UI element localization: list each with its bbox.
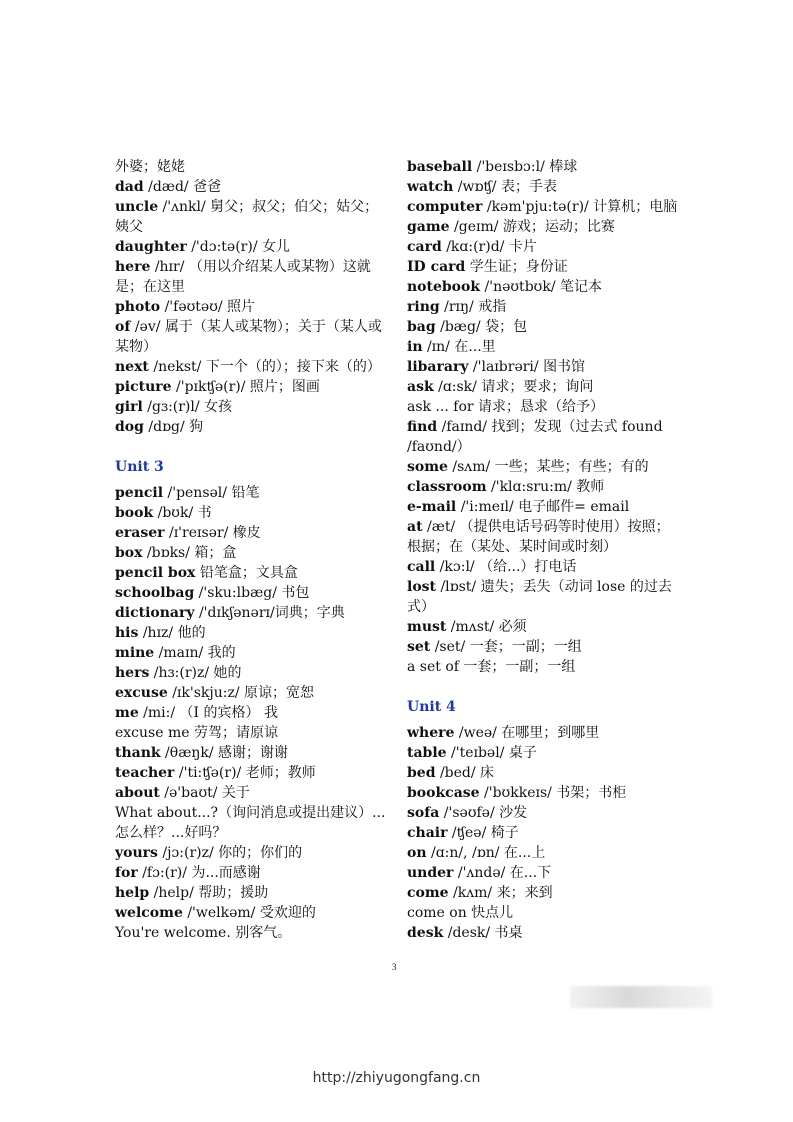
vocab-definition: /'dɪkʃənərɪ/词典；字典 [194,605,345,621]
vocab-entry [407,157,677,177]
vocab-entry [407,497,677,517]
vocab-definition: a set of 一套；一副；一组 [407,659,576,675]
vocab-entry [115,317,390,357]
vocab-definition: /dæd/ 爸爸 [143,179,222,195]
vocab-entry [407,903,677,923]
vocab-definition: /'ʌndə/ 在...下 [453,865,552,881]
vocab-definition: /'nəʊtbʊk/ 笔记本 [480,279,602,295]
vocab-word: sofa [407,805,440,821]
vocab-entry [115,257,390,297]
vocab-word: in [407,339,423,355]
vocab-definition: /'laɪbrəri/ 图书馆 [468,359,586,375]
vocab-word: here [115,259,151,275]
vocab-definition: /'pɪkʧə(r)/ 照片；图画 [171,379,320,395]
vocab-definition: /faɪnd/ 找到；发现（过去式 found /faʊnd/） [407,419,663,455]
vocab-definition: /'i:meɪl/ 电子邮件= email [456,499,630,515]
vocab-definition: /ɪn/ 在...里 [422,339,496,355]
vocab-word: come [407,885,449,901]
vocab-definition: /nekst/ 下一个（的）；接下来（的） [148,359,381,375]
vocab-entry [407,723,677,743]
vocab-entry [407,357,677,377]
footer-url[interactable]: http://zhiyugongfang.cn [312,1070,481,1086]
vocab-definition: /ʧeə/ 椅子 [447,825,519,841]
vocab-entry [115,583,390,603]
vocab-definition: /bed/ 床 [435,765,495,781]
vocab-definition: /hɜ:(r)z/ 她的 [149,665,242,681]
vocab-definition: 铅笔盒；文具盒 [195,565,298,581]
vocab-word: box [115,545,143,561]
vocab-definition: 学生证；身份证 [465,259,568,275]
vocab-word: teacher [115,765,175,781]
vocab-word: find [407,419,438,435]
vocab-definition: /fɔ:(r)/ 为...而感谢 [137,865,261,881]
vocab-definition: You're welcome. 别客气。 [115,925,292,941]
left-entries-a [115,157,390,437]
vocab-word: classroom [407,479,487,495]
vocab-definition: /dɒg/ 狗 [143,419,204,435]
vocab-entry [407,823,677,843]
vocab-entry [407,517,677,557]
vocab-word: at [407,519,423,535]
vocab-definition: come on 快点儿 [407,905,514,921]
vocab-word: notebook [407,279,481,295]
vocab-definition: /kɑ:(r)d/ 卡片 [441,239,537,255]
vocab-word: his [115,625,139,641]
vocab-word: card [407,239,442,255]
vocab-entry [407,743,677,763]
vocab-definition: /hɪr/ （用以介绍某人或某物）这就是；在这里 [115,259,371,295]
vocab-definition: /'ʌnkl/ 舅父；叔父；伯父；姑父；姨父 [115,199,379,235]
vocab-definition: /kʌm/ 来；来到 [448,885,553,901]
vocab-definition: /sʌm/ 一些；某些；有些；有的 [447,459,649,475]
vocab-entry [407,197,677,217]
vocab-entry [407,417,677,457]
vocab-entry [407,477,677,497]
vocab-entry [407,657,677,677]
vocab-word: pencil box [115,565,196,581]
vocab-word: must [407,619,447,635]
vocab-entry [115,237,390,257]
vocab-word: next [115,359,149,375]
vocab-word: hers [115,665,150,681]
vocab-entry [115,483,390,503]
vocab-entry [407,337,677,357]
vocab-entry [407,557,677,577]
vocab-definition: /help/ 帮助；援助 [149,885,269,901]
vocab-definition: /jɔ:(r)z/ 你的；你们的 [157,845,303,861]
vocab-entry [115,663,390,683]
vocab-word: picture [115,379,172,395]
unit-4-heading: Unit 4 [407,699,456,715]
vocab-word: for [115,865,138,881]
vocab-word: under [407,865,454,881]
vocab-definition: /mʌst/ 必须 [446,619,527,635]
vocab-definition: /wɒʧ/ 表；手表 [453,179,557,195]
vocab-word: watch [407,179,454,195]
vocab-definition: /ɑ:n/, /ɒn/ 在...上 [426,845,546,861]
vocab-entry [407,457,677,477]
right-entries-a [407,157,677,677]
vocab-word: chair [407,825,448,841]
vocab-entry [115,523,390,543]
vocab-definition: /'pensəl/ 铅笔 [163,485,260,501]
vocab-word: call [407,559,436,575]
vocab-definition: /desk/ 书桌 [443,925,523,941]
vocab-word: uncle [115,199,159,215]
vocab-definition: /'sku:lbæg/ 书包 [194,585,310,601]
vocab-entry [115,683,390,703]
vocab-entry [407,783,677,803]
vocab-definition: /bæg/ 袋；包 [435,319,528,335]
vocab-entry [115,623,390,643]
vocab-word: schoolbag [115,585,195,601]
vocab-definition: /θæŋk/ 感谢；谢谢 [160,745,289,761]
vocab-entry [115,863,390,883]
vocab-word: desk [407,925,444,941]
vocab-word: photo [115,299,161,315]
vocab-entry [407,277,677,297]
vocab-definition: /maɪn/ 我的 [154,645,236,661]
vocab-entry [115,883,390,903]
vocab-entry [407,923,677,943]
vocab-definition: /ɪ'reɪsər/ 橡皮 [164,525,261,541]
vocab-word: dog [115,419,144,435]
vocab-entry [115,177,390,197]
vocab-definition: /æt/ （提供电话号码等时使用）按照；根据；在（某处、某时间或时刻） [407,519,670,555]
vocab-entry [407,863,677,883]
page-number: 3 [392,962,397,972]
vocab-entry [115,763,390,783]
vocab-entry [407,843,677,863]
vocab-definition: /hɪz/ 他的 [138,625,206,641]
vocab-word: bag [407,319,436,335]
right-column [407,157,677,943]
left-column [115,157,390,943]
vocab-definition: /'səʊfə/ 沙发 [439,805,528,821]
vocab-word: book [115,505,154,521]
vocab-definition: /'teɪbəl/ 桌子 [446,745,537,761]
vocab-entry [115,703,390,723]
vocab-word: help [115,885,150,901]
vocab-entry [115,377,390,397]
vocab-word: lost [407,579,437,595]
vocab-definition: /kɔ:l/ （给...）打电话 [435,559,577,575]
vocab-definition: /'dɔ:tə(r)/ 女儿 [186,239,290,255]
vocab-entry [407,217,677,237]
vocab-word: of [115,319,131,335]
vocab-word: game [407,219,450,235]
vocab-entry [115,397,390,417]
vocab-entry [115,157,390,177]
vocab-entry [407,637,677,657]
vocab-entry [407,803,677,823]
vocab-word: e-mail [407,499,457,515]
vocab-definition: /gɜ:(r)l/ 女孩 [142,399,233,415]
vocab-entry [115,503,390,523]
vocab-word: baseball [407,159,473,175]
vocab-entry [115,923,390,943]
vocab-word: ring [407,299,440,315]
vocab-word: dad [115,179,144,195]
vocab-entry [407,763,677,783]
vocab-definition: 外婆；姥姥 [115,159,185,175]
vocab-word: ID card [407,259,466,275]
vocab-definition: /'fəʊtəʊ/ 照片 [160,299,256,315]
vocab-word: excuse [115,685,168,701]
vocab-entry [115,417,390,437]
vocab-entry [115,603,390,623]
vocab-definition: What about...?（询问消息或提出建议）...怎么样？...好吗？ [115,805,386,841]
vocab-word: where [407,725,455,741]
vocab-entry [407,237,677,257]
vocab-entry [115,643,390,663]
vocab-entry [115,197,390,237]
vocab-definition: /əv/ 属于（某人或某物）；关于（某人或某物） [115,319,382,355]
vocab-definition: /ɪk'skju:z/ 原谅；宽恕 [167,685,315,701]
vocab-word: ask [407,379,434,395]
vocab-definition: /kəm'pju:tə(r)/ 计算机；电脑 [482,199,678,215]
left-entries-b [115,483,390,943]
vocab-entry [407,297,677,317]
vocab-word: some [407,459,448,475]
vocab-word: yours [115,845,158,861]
vocab-definition: /rɪŋ/ 戒指 [439,299,507,315]
vocab-word: daughter [115,239,187,255]
vocab-entry [115,743,390,763]
unit-3-heading: Unit 3 [115,459,164,475]
vocab-word: about [115,785,160,801]
vocab-word: set [407,639,431,655]
vocab-word: mine [115,645,155,661]
vocab-word: computer [407,199,483,215]
vocab-entry [407,377,677,397]
vocab-definition: /mi:/ （I 的宾格） 我 [138,705,278,721]
right-entries-b [407,723,677,943]
vocab-entry [115,903,390,923]
vocab-word: welcome [115,905,183,921]
vocab-word: libarary [407,359,469,375]
vocab-definition: /ɑ:sk/ 请求；要求；询问 [433,379,594,395]
vocab-definition: /'ti:ʧə(r)/ 老师；教师 [174,765,316,781]
vocab-word: bed [407,765,436,781]
vocab-entry [115,563,390,583]
vocab-word: pencil [115,485,164,501]
vocab-word: girl [115,399,143,415]
vocab-definition: /set/ 一套；一副；一组 [430,639,582,655]
vocab-word: eraser [115,525,165,541]
vocab-entry [115,543,390,563]
vocab-entry [407,177,677,197]
vocab-word: bookcase [407,785,480,801]
vocab-word: dictionary [115,605,195,621]
vocab-entry [407,257,677,277]
vocab-entry [407,397,677,417]
vocab-entry [115,783,390,803]
vocab-definition: /'beɪsbɔ:l/ 棒球 [472,159,578,175]
vocab-entry [407,617,677,637]
vocab-definition: /lɒst/ 遗失；丢失（动词 lose 的过去式） [407,579,672,615]
vocab-definition: /ə'baʊt/ 关于 [159,785,250,801]
vocab-word: table [407,745,447,761]
vocab-word: on [407,845,427,861]
vocab-entry [115,357,390,377]
vocab-entry [115,297,390,317]
vocab-definition: /'klɑ:sru:m/ 教师 [486,479,605,495]
vocab-definition: /bɒks/ 箱；盒 [142,545,237,561]
vocab-entry [115,803,390,843]
vocab-word: thank [115,745,161,761]
vocab-entry [407,317,677,337]
vocab-entry [407,577,677,617]
vocab-definition: /'welkəm/ 受欢迎的 [182,905,316,921]
vocab-definition: /geɪm/ 游戏；运动；比赛 [449,219,615,235]
vocab-entry [407,883,677,903]
vocab-entry [115,843,390,863]
vocab-definition: /weə/ 在哪里；到哪里 [454,725,600,741]
vocab-definition: /bʊk/ 书 [153,505,212,521]
vocab-definition: /'bʊkkeɪs/ 书架；书柜 [479,785,627,801]
vocab-entry [115,723,390,743]
blurred-watermark [570,986,712,1008]
vocab-definition: ask ... for 请求；恳求（给予） [407,399,605,415]
vocab-word: me [115,705,139,721]
vocab-definition: excuse me 劳驾；请原谅 [115,725,278,741]
